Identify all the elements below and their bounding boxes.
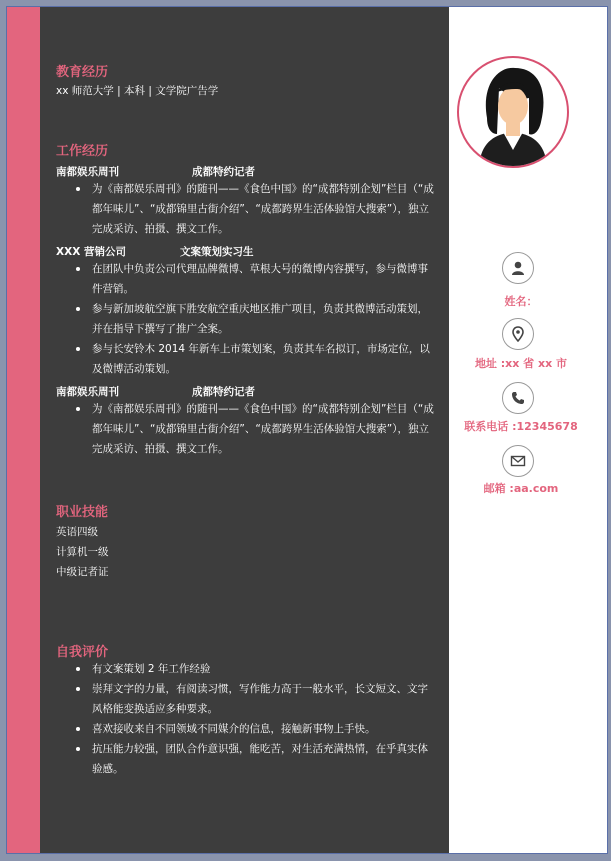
person-icon xyxy=(502,252,534,284)
job-position: 文案策划实习生 xyxy=(180,246,254,258)
list-item: 为《南都娱乐周刊》的随刊——《食色中国》的“成都特别企划”栏目（“成都年味儿”、“成都锦里古街介绍”、“成都跨界生活体验馆大搜索”），独立完成采访、拍摄、撰文工作。 xyxy=(92,399,436,459)
envelope-icon xyxy=(502,445,534,477)
job-header xyxy=(56,384,255,399)
contact-phone: 联系电话 :12345678 xyxy=(464,420,578,433)
skills-title: 职业技能 xyxy=(56,505,109,520)
job-position: 成都特约记者 xyxy=(192,386,255,398)
list-item: 在团队中负责公司代理品牌微博、草根大号的微博内容撰写，参与微博事件营销。 xyxy=(92,259,436,299)
avatar-portrait-icon xyxy=(459,58,567,166)
job-company: 南都娱乐周刊 xyxy=(56,166,119,178)
list-item: 参与新加坡航空旗下胜安航空重庆地区推广项目，负责其微博活动策划，并在指导下撰写了推广全案。 xyxy=(92,299,436,339)
job-bullets xyxy=(56,399,436,459)
work-title: 工作经历 xyxy=(56,144,109,159)
accent-bar xyxy=(7,7,40,853)
list-item: 有文案策划 2 年工作经验 xyxy=(92,659,436,679)
list-item: 崇拜文字的力量，有阅读习惯，写作能力高于一般水平，长文短文、文字风格能变换适应多种要求。 xyxy=(92,679,436,719)
job-company: XXX 营销公司 xyxy=(56,246,126,258)
list-item: 抗压能力较强，团队合作意识强，能吃苦，对生活充满热情，在乎真实体验感。 xyxy=(92,739,436,779)
job-bullets xyxy=(56,179,436,239)
education-detail: xx 师范大学 | 本科 | 文学院广告学 xyxy=(56,85,219,97)
job-header xyxy=(56,244,254,259)
job-header xyxy=(56,164,255,179)
skill-item: 计算机一级 xyxy=(56,546,109,558)
job-position: 成都特约记者 xyxy=(192,166,255,178)
skill-item: 中级记者证 xyxy=(56,566,109,578)
list-item: 喜欢接收来自不同领域不同媒介的信息，接触新事物上手快。 xyxy=(92,719,436,739)
list-item: 为《南都娱乐周刊》的随刊——《食色中国》的“成都特别企划”栏目（“成都年味儿”、“成都锦里古街介绍”、“成都跨界生活体验馆大搜索”），独立完成采访、拍摄、撰文工作。 xyxy=(92,179,436,239)
location-pin-icon xyxy=(502,318,534,350)
list-item: 参与长安铃木 2014 年新车上市策划案，负责其车名拟订，市场定位，以及微博活动策划。 xyxy=(92,339,436,379)
job-bullets xyxy=(56,259,436,379)
contact-name: 姓名： xyxy=(504,295,538,308)
self-eval-list xyxy=(56,659,436,779)
education-title: 教育经历 xyxy=(56,65,109,80)
job-company: 南都娱乐周刊 xyxy=(56,386,119,398)
avatar xyxy=(457,56,569,168)
contact-email: 邮箱 :aa.com xyxy=(483,482,559,495)
self-eval-title: 自我评价 xyxy=(56,645,109,660)
phone-icon xyxy=(502,382,534,414)
skill-item: 英语四级 xyxy=(56,526,98,538)
contact-address: 地址 :xx 省 xx 市 xyxy=(474,357,568,370)
main-column xyxy=(56,7,436,853)
